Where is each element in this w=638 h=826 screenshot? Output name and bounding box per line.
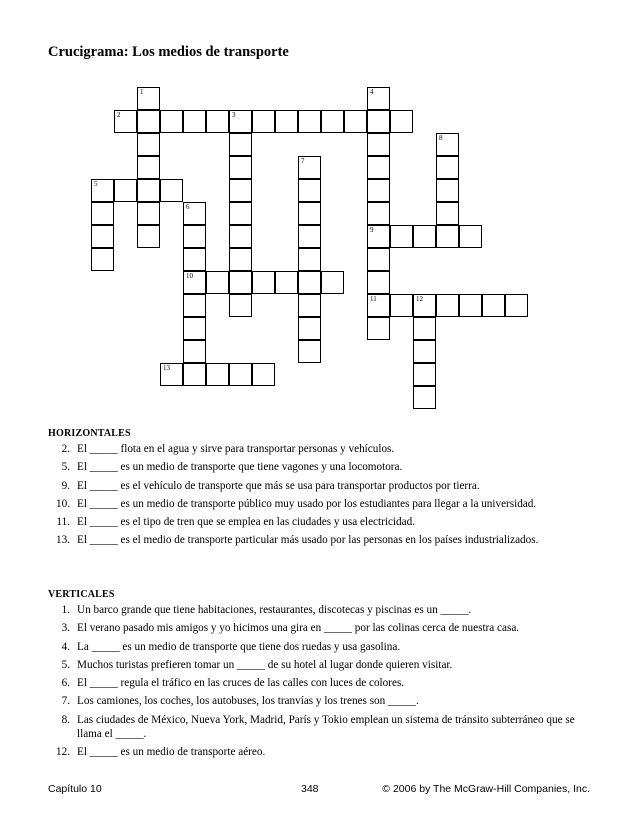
crossword-cell-number: 6 — [186, 203, 190, 211]
crossword-cell[interactable] — [229, 271, 252, 294]
crossword-cell[interactable] — [229, 179, 252, 202]
crossword-cell[interactable] — [137, 156, 160, 179]
crossword-cell[interactable] — [344, 110, 367, 133]
crossword-cell[interactable] — [183, 340, 206, 363]
clue-text: El _____ es un medio de transporte aéreo. — [77, 746, 266, 759]
clue-item — [48, 621, 598, 635]
crossword-cell[interactable] — [390, 294, 413, 317]
crossword-cell-number: 2 — [117, 111, 121, 119]
crossword-cell[interactable] — [91, 202, 114, 225]
clue-text: Muchos turistas prefieren tomar un _____ de su hotel al lugar donde quieren visitar. — [77, 658, 453, 671]
crossword-cell[interactable] — [459, 225, 482, 248]
crossword-cell[interactable] — [436, 294, 459, 317]
crossword-cell[interactable] — [183, 317, 206, 340]
crossword-cell[interactable] — [367, 271, 390, 294]
clue-text: El verano pasado mis amigos y yo hicimos una gira en _____ por las colinas cerca de nuestra casa. — [77, 622, 520, 635]
crossword-cell[interactable] — [367, 179, 390, 202]
crossword-cell[interactable] — [160, 110, 183, 133]
clue-number: 5. — [61, 461, 70, 474]
clue-item — [48, 658, 598, 672]
footer-copyright: © 2006 by The McGraw-Hill Companies, Inc. — [382, 783, 590, 795]
crossword-cell[interactable] — [505, 294, 528, 317]
crossword-cell[interactable] — [137, 225, 160, 248]
crossword-cell[interactable] — [137, 179, 160, 202]
clue-item — [48, 460, 598, 474]
crossword-cell[interactable] — [413, 317, 436, 340]
crossword-cell-number: 3 — [232, 111, 236, 119]
crossword-cell[interactable] — [206, 271, 229, 294]
crossword-cell[interactable] — [367, 225, 390, 248]
crossword-cell[interactable] — [367, 133, 390, 156]
clue-text: El _____ flota en el agua y sirve para transportar personas y vehículos. — [77, 443, 395, 455]
clue-number: 9. — [61, 479, 70, 492]
crossword-cell-number: 8 — [439, 134, 443, 142]
clue-item — [48, 442, 598, 456]
crossword-cell[interactable] — [252, 271, 275, 294]
crossword-cell[interactable] — [183, 271, 206, 294]
crossword-cell[interactable] — [298, 340, 321, 363]
clue-number: 10. — [56, 497, 70, 510]
crossword-cell[interactable] — [229, 156, 252, 179]
clue-text: El _____ es un medio de transporte público muy usado por los estudiantes para llegar a la universidad. — [77, 497, 537, 510]
crossword-cell[interactable] — [229, 110, 252, 133]
clue-number: 13. — [56, 534, 70, 547]
crossword-cell[interactable] — [321, 271, 344, 294]
footer-chapter: Capítulo 10 — [48, 783, 102, 795]
clue-item — [48, 603, 598, 617]
crossword-cell[interactable] — [436, 225, 459, 248]
crossword-cell[interactable] — [298, 271, 321, 294]
crossword-cell-number: 10 — [186, 272, 193, 280]
crossword-cell[interactable] — [390, 110, 413, 133]
crossword-cell[interactable] — [367, 248, 390, 271]
crossword-cell[interactable] — [413, 340, 436, 363]
clue-item — [48, 694, 598, 708]
crossword-cell[interactable] — [91, 248, 114, 271]
clue-text: La _____ es un medio de transporte que tiene dos ruedas y usa gasolina. — [77, 640, 401, 653]
crossword-cell[interactable] — [413, 363, 436, 386]
clue-item — [48, 713, 598, 741]
crossword-cell[interactable] — [206, 363, 229, 386]
clue-text: Las ciudades de México, Nueva York, Madrid, París y Tokio emplean un sistema de tránsito subterráneo que se llama el _____. — [77, 713, 575, 740]
crossword-cell[interactable] — [298, 248, 321, 271]
crossword-cell-number: 13 — [163, 364, 170, 372]
vertical-heading: VERTICALES — [48, 589, 115, 600]
crossword-cell[interactable] — [137, 110, 160, 133]
crossword-cell[interactable] — [183, 294, 206, 317]
crossword-cell[interactable] — [137, 202, 160, 225]
crossword-cell[interactable] — [413, 294, 436, 317]
crossword-cell[interactable] — [91, 179, 114, 202]
crossword-cell[interactable] — [436, 179, 459, 202]
crossword-cell[interactable] — [183, 110, 206, 133]
crossword-cell[interactable] — [367, 202, 390, 225]
clue-text: El _____ es un medio de transporte que tiene vagones y una locomotora. — [77, 461, 403, 474]
crossword-cell[interactable] — [298, 294, 321, 317]
crossword-cell[interactable] — [183, 248, 206, 271]
clue-number: 8. — [61, 713, 70, 726]
crossword-cell-number: 9 — [370, 226, 374, 234]
footer-page-number: 348 — [301, 783, 319, 795]
crossword-cell[interactable] — [413, 225, 436, 248]
clue-number: 5. — [61, 658, 70, 671]
crossword-cell[interactable] — [298, 156, 321, 179]
crossword-cell[interactable] — [160, 179, 183, 202]
vertical-clues-section — [48, 589, 598, 764]
crossword-cell[interactable] — [275, 110, 298, 133]
clue-item — [48, 640, 598, 654]
clue-text: El _____ es el tipo de tren que se emplea en las ciudades y usa electricidad. — [77, 516, 415, 529]
crossword-cell[interactable] — [229, 225, 252, 248]
crossword-cell[interactable] — [298, 202, 321, 225]
crossword-cell-number: 1 — [140, 88, 144, 96]
crossword-cell[interactable] — [114, 179, 137, 202]
clue-number: 6. — [61, 677, 70, 690]
crossword-cell[interactable] — [229, 202, 252, 225]
clue-number: 2. — [61, 443, 70, 455]
crossword-cell[interactable] — [91, 225, 114, 248]
clue-number: 3. — [61, 622, 70, 635]
crossword-cell[interactable] — [183, 225, 206, 248]
crossword-cell[interactable] — [298, 179, 321, 202]
crossword-cell[interactable] — [390, 225, 413, 248]
crossword-cell-number: 12 — [416, 295, 423, 303]
crossword-cell[interactable] — [321, 110, 344, 133]
clue-item — [48, 676, 598, 690]
crossword-cell[interactable] — [367, 110, 390, 133]
crossword-cell[interactable] — [183, 202, 206, 225]
crossword-cell-number: 11 — [370, 295, 377, 303]
clue-number: 4. — [61, 640, 70, 653]
clue-item — [48, 479, 598, 493]
crossword-cell-number: 5 — [94, 180, 98, 188]
crossword-cell[interactable] — [482, 294, 505, 317]
crossword-cell[interactable] — [229, 363, 252, 386]
clue-item — [48, 497, 598, 511]
clue-number: 7. — [61, 695, 70, 708]
page-title: Crucigrama: Los medios de transporte — [48, 44, 289, 60]
clue-item — [48, 515, 598, 529]
crossword-cell[interactable] — [275, 271, 298, 294]
crossword-cell[interactable] — [160, 363, 183, 386]
clue-text: Un barco grande que tiene habitaciones, restaurantes, discotecas y piscinas es un _____. — [77, 604, 472, 616]
horizontal-clues-section — [48, 428, 598, 552]
crossword-cell[interactable] — [459, 294, 482, 317]
clue-number: 12. — [56, 746, 70, 759]
crossword-cell[interactable] — [252, 363, 275, 386]
crossword-cell[interactable] — [298, 225, 321, 248]
crossword-cell-number: 4 — [370, 88, 374, 96]
crossword-cell[interactable] — [137, 87, 160, 110]
crossword-cell[interactable] — [367, 156, 390, 179]
clue-number: 11. — [56, 516, 70, 529]
crossword-cell[interactable] — [114, 110, 137, 133]
crossword-cell[interactable] — [137, 133, 160, 156]
crossword-cell-number: 7 — [301, 157, 305, 165]
crossword-cell[interactable] — [367, 87, 390, 110]
crossword-cell[interactable] — [413, 386, 436, 409]
clue-text: El _____ es el vehículo de transporte que más se usa para transportar productos por tierra. — [77, 479, 480, 492]
crossword-cell[interactable] — [229, 248, 252, 271]
clue-text: Los camiones, los coches, los autobuses, los tranvías y los trenes son _____. — [77, 695, 419, 708]
clue-text: El _____ es el medio de transporte particular más usado por las personas en los países industrializados. — [77, 534, 539, 547]
clue-item — [48, 745, 598, 759]
crossword-cell[interactable] — [206, 110, 229, 133]
crossword-cell[interactable] — [436, 156, 459, 179]
crossword-cell[interactable] — [367, 317, 390, 340]
crossword-cell[interactable] — [367, 294, 390, 317]
crossword-cell[interactable] — [436, 133, 459, 156]
clue-item — [48, 533, 598, 547]
crossword-cell[interactable] — [436, 202, 459, 225]
clue-number: 1. — [61, 604, 70, 616]
crossword-cell[interactable] — [298, 317, 321, 340]
crossword-cell[interactable] — [229, 294, 252, 317]
vertical-clue-list — [48, 603, 598, 759]
horizontal-heading: HORIZONTALES — [48, 428, 131, 439]
crossword-cell[interactable] — [229, 133, 252, 156]
clue-text: El _____ regula el tráfico en las cruces de las calles con luces de colores. — [77, 677, 405, 690]
crossword-cell[interactable] — [298, 110, 321, 133]
crossword-cell[interactable] — [183, 363, 206, 386]
crossword-cell[interactable] — [252, 110, 275, 133]
horizontal-clue-list — [48, 442, 598, 548]
